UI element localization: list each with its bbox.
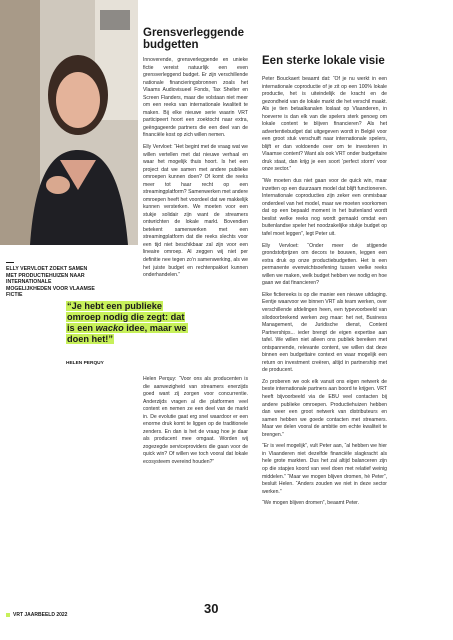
caption-text: ELLY VERVLOET ZOEKT SAMEN MET PRODUCTIEHUIZEN NAAR INTERNATIONALE MOGELIJKHEDEN VOOR VLAAMSE FICTIE xyxy=(6,266,95,298)
right-paragraph: “We mogen blijven dromen”, beaamt Peter. xyxy=(262,500,360,507)
right-paragraph: “Er is veel mogelijk”, vult Peter aan, “al hebben we hier in Vlaanderen niet dezelfde financiële slagkracht als hele grote markten. Dus het zal altijd balanceren zijn op die stapjes koord van veel doen met relatief weinig middelen.” “Maar we mogen blijven dromen, hè Peter”, besluit Helen. “Anders zouden we niet in deze sector werken.” xyxy=(262,443,387,495)
middle-column-top xyxy=(143,57,248,284)
right-paragraph: Peter Bouckaert beaamt dat: “Of je nu werkt in een internationale coproductie of je zit op een 100% lokale productie, het is uiteindelijk de kracht en de gezondheid van de lokale markt die het verschil maakt. Als je tien betaalkanalen loslaat op Vlaanderen, in hoeverre is dan elk van die spelers sterk genoeg om lokale content te blijven financieren? Als het advertentiebudget dat uitgegeven wordt in België voor een groot stuk verschuift naar internationale spelers, blijft er dan voldoende over om te investeren in Vlaamse content? Want als ook VRT onder budgettaire druk staat, dan krijg je een soort ‘perfect storm’ voor onze sector.” xyxy=(262,76,387,173)
pull-quote xyxy=(66,301,192,345)
quote-part-2: nodig die zegt: dat is een xyxy=(67,312,185,334)
page-number: 30 xyxy=(204,601,219,616)
quote-highlight xyxy=(66,301,188,344)
middle-paragraph: Innoverende, grensverleggende en unieke fictie vereist natuurlijk een even grensverleggend budget. Er zijn verschillende nationale financieringsbronnen zoals het Vlaams Audiovisueel Fonds, Tax Shelter en Screen Flanders, maar die volstaan niet meer om een reeks van internationale kwaliteit te maken. Bij elke nieuwe serie waarin VRT participeert hoort een zoektocht naar extra, geëngageerde partners die een deel van de financiële kost op zich willen nemen. xyxy=(143,57,248,139)
middle-paragraph: Elly Vervloet: “Het begint met de vraag wat we willen vertellen met dat nieuwe verhaal en waar het mogelijk thuis hoort. Is het een project dat we samen met andere publieke omroepen kunnen doen? Of komt die reeks meer tot haar recht op een streamingplatform? Samenwerken met andere omroepen heeft het voordeel dat we makkelijk kunnen versterken. We moeten voor een stukje solidair zijn want de streamers ontwrichten de lokale markt. Bovendien betekent samenwerken met een streamingplatform dat die reeks slechts voor een tijd niet beschikbaar zal zijn voor een lineaire omroep. Al zeggen wij niet per definitie nee tegen zo’n samenwerking, als we het juiste budget en rechtenpakket kunnen onderhandelen.” xyxy=(143,144,248,279)
photo-caption xyxy=(6,262,98,299)
right-paragraph: Elly Vervloet: “Onder meer de stijgende grondstofprijzen om decors te bouwen, leggen een extra druk op onze productiebudgetten. Het is een permanente evenwichtsoefening tussen welke reeks willen we maken, welk budget hebben we nodig en hoe gaan we dat financieren? xyxy=(262,242,387,287)
right-paragraph: “We moeten dus niet gaan voor de quick win, maar inzetten op een duurzaam model dat blijft functioneren. Internationale coproducties zijn zeker een onmisbaar onderdeel van het model, maar we moeten voorkomen dat op een bepaald moment in het buitenland wordt beslist welke reeks nog wordt gemaakt omdat een buitenlandse speler het noodzakelijke stukje budget op tafel moet leggen”, legt Peter uit. xyxy=(262,178,387,237)
right-paragraph: Zo proberen we ook elk vanuit ons eigen netwerk de beste internationale partners aan boord te krijgen. VRT heeft bijvoorbeeld via de EBU veel contacten bij andere publieke omroepen. Productiehuizen hebben dan weer een groot netwerk van distributeurs en samen hebben we goede contacten met streamers. Maar we delen vooral de ambitie om echte kwaliteit te brengen.” xyxy=(262,378,387,438)
quote-author: HELEN PERQUY xyxy=(66,361,104,366)
quote-emphasis: wacko xyxy=(95,323,124,334)
middle-paragraph: Helen Perquy: “Voor ons als producenten is die aanwezigheid van streamers enerzijds goed want zij zorgen voor concurrentie. Anderzijds vragen al die platformen veel content en nemen ze een deel van de markt in. De evolutie gaat erg snel waardoor er een enorme druk komt te liggen op de traditionele zenders. En dan is het de vraag hoe je daar als producent mee omgaat. Worden wij zogezegde serviceproviders die gaan voor de quick win? Of willen we toch vooral dat lokale ecosysteem overeind houden?” xyxy=(143,376,248,465)
footer-publication xyxy=(6,612,67,618)
publication-name: VRT JAARBEELD 2022 xyxy=(13,612,68,618)
portrait-photo xyxy=(0,0,138,245)
right-column xyxy=(262,76,387,512)
quote-part-1: “Je hebt een publieke omroep xyxy=(67,301,162,323)
portrait-illustration xyxy=(0,0,138,245)
right-heading: Een sterke lokale visie xyxy=(262,55,385,67)
middle-heading: Grensverleggende budgetten xyxy=(143,27,244,52)
middle-column-bottom xyxy=(143,376,248,471)
quote-part-3: idee, maar we doen het!” xyxy=(67,323,187,345)
caption-rule xyxy=(6,262,14,263)
right-paragraph: Elke fictiereeks is op die manier een nieuwe uitdaging. Eentje waarvoor we binnen VRT als team werken, over verschillende afdelingen heen, een typevoorbeeld van silodoorbrekend werken zeg maar: het net, Business Management, de Juridische dienst, Content Partnerships... ieder brengt de eigen expertise aan tafel. We willen niet alleen ons publiek bereiken met ontspannende, relevante content, we willen dat deze binnen een budgettaire context en waar mogelijk een return on investment creëren, altijd in partnership met de producent. xyxy=(262,291,387,374)
footer-accent-square xyxy=(6,613,10,617)
